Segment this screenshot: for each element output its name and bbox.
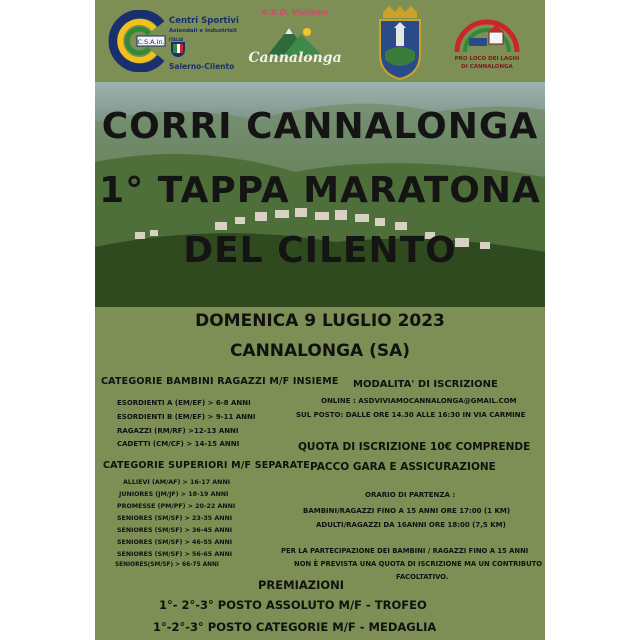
csain-emblem-icon — [107, 10, 169, 72]
start-time-heading: ORARIO DI PARTENZA : — [365, 491, 456, 499]
prizes-heading: PREMIAZIONI — [258, 578, 345, 592]
senior-category-item: SENIORES (SM/SF) > 46-55 ANNI — [117, 539, 233, 546]
coat-of-arms-icon — [375, 4, 425, 80]
csain-subtitle: Aziendali e Industriali — [169, 28, 237, 34]
asd-script-name: Cannalonga — [248, 50, 342, 66]
registration-fee-line2: PACCO GARA E ASSICURAZIONE — [310, 461, 496, 473]
csain-shield-icon — [171, 42, 185, 57]
asd-name: A.S.D. ViviAmo — [261, 8, 329, 17]
participation-note-line3: FACOLTATIVO. — [396, 573, 449, 581]
csain-region: Salerno-Cilento — [169, 62, 235, 71]
landscape-photo — [95, 82, 545, 307]
sponsor-logos — [95, 0, 545, 82]
participation-note-line1: PER LA PARTECIPAZIONE DEI BAMBINI / RAGAZZI FINO A 15 ANNI — [281, 547, 529, 555]
senior-category-item: JUNIORES (JM/JF) > 18-19 ANNI — [119, 491, 229, 498]
kids-categories-heading: CATEGORIE BAMBINI RAGAZZI M/F INSIEME — [101, 376, 339, 387]
coat-of-arms-logo — [375, 4, 425, 80]
registration-onsite: SUL POSTO: DALLE ORE 14.30 ALLE 16:30 IN VIA CARMINE — [296, 411, 526, 419]
event-place: CANNALONGA (SA) — [229, 341, 411, 361]
pro-loco-line1: PRO LOCO DEI LAGHI — [454, 56, 520, 62]
senior-category-item: ALLIEVI (AM/AF) > 16-17 ANNI — [123, 479, 231, 486]
title-line-3: DEL CILENTO — [183, 230, 457, 271]
pro-loco-logo — [447, 12, 527, 78]
svg-text:C.S.A.In.: C.S.A.In. — [137, 38, 165, 46]
kids-category-item: RAGAZZI (RM/RF) >12-13 ANNI — [117, 427, 239, 435]
title-line-2: 1° TAPPA MARATONA — [99, 170, 541, 211]
senior-category-item: SENIORES(SM/SF) > 66-75 ANNI — [115, 562, 219, 568]
registration-online: ONLINE : ASDVIVIAMOCANNALONGA@GMAIL.COM — [321, 397, 517, 405]
start-time-adults: ADULTI/RAGAZZI DA 16ANNI ORE 18:00 (7,5 KM) — [316, 521, 506, 529]
event-poster — [95, 0, 545, 640]
event-date: DOMENICA 9 LUGLIO 2023 — [195, 311, 445, 331]
kids-category-item: CADETTI (CM/CF) > 14-15 ANNI — [117, 440, 240, 448]
senior-categories-heading: CATEGORIE SUPERIORI M/F SEPARATE — [103, 460, 310, 471]
kids-category-item: ESORDIENTI B (EM/EF) > 9-11 ANNI — [117, 413, 256, 421]
title-line-1: CORRI CANNALONGA — [101, 106, 539, 147]
pro-loco-emblem-icon — [447, 12, 527, 56]
pro-loco-line2: DI CANNALONGA — [461, 64, 513, 70]
senior-category-item: PROMESSE (PM/PF) > 20-22 ANNI — [117, 503, 236, 510]
senior-category-item: SENIORES (SM/SF) > 56-65 ANNI — [117, 551, 233, 558]
csain-logo — [107, 10, 247, 72]
start-time-kids: BAMBINI/RAGAZZI FINO A 15 ANNI ORE 17:00 (1 KM) — [303, 507, 511, 515]
senior-category-item: SENIORES (SM/SF) > 23-35 ANNI — [117, 515, 233, 522]
participation-note-line2: NON È PREVISTA UNA QUOTA DI ISCRIZIONE MA UN CONTRIBUTO — [294, 560, 543, 568]
prizes-categories: 1°-2°-3° POSTO CATEGORIE M/F - MEDAGLIA — [153, 620, 437, 634]
senior-category-item: SENIORES (SM/SF) > 36-45 ANNI — [117, 527, 233, 534]
asd-viviamo-logo — [245, 6, 345, 78]
registration-heading: MODALITA' DI ISCRIZIONE — [353, 379, 498, 390]
kids-category-item: ESORDIENTI A (EM/EF) > 6-8 ANNI — [117, 399, 251, 407]
prizes-overall: 1°- 2°-3° POSTO ASSOLUTO M/F - TROFEO — [159, 598, 427, 612]
csain-name: Centri Sportivi — [169, 16, 239, 26]
registration-fee-line1: QUOTA DI ISCRIZIONE 10€ COMPRENDE — [298, 441, 531, 453]
csain-italia: ITALIA — [169, 37, 184, 42]
